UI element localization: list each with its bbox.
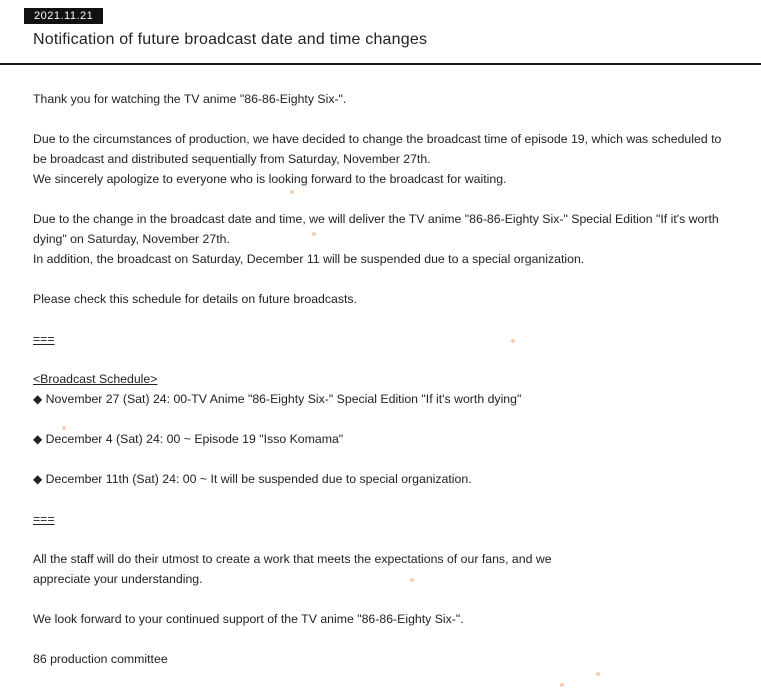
support-paragraph: We look forward to your continued support of the TV anime "86-86-Eighty Six-".	[33, 612, 464, 626]
paragraph-3-line-2: dying" on Saturday, November 27th.	[33, 232, 230, 246]
paragraph-3-line-1: Due to the change in the broadcast date and time, we will deliver the TV anime "86-86-Eighty Six-" Special Edition "If it's worth	[33, 212, 719, 226]
sparkle-decoration	[560, 683, 564, 687]
separator-top: ===	[33, 332, 55, 346]
page-title: Notification of future broadcast date and time changes	[33, 31, 428, 48]
title-divider	[0, 63, 761, 65]
closing-paragraph-line-1: All the staff will do their utmost to create a work that meets the expectations of our fans, and we	[33, 552, 552, 566]
sparkle-decoration	[511, 339, 515, 343]
schedule-item	[33, 469, 753, 489]
intro-paragraph: Thank you for watching the TV anime "86-86-Eighty Six-".	[33, 92, 347, 106]
schedule-item	[33, 429, 753, 449]
schedule-heading: <Broadcast Schedule>	[33, 372, 158, 386]
sparkle-decoration	[312, 232, 316, 236]
closing-paragraph-line-2: appreciate your understanding.	[33, 572, 203, 586]
diamond-bullet-icon: ◆	[33, 392, 43, 406]
schedule-link-paragraph: Please check this schedule for details on future broadcasts.	[33, 292, 358, 306]
diamond-bullet-icon: ◆	[33, 472, 43, 486]
sparkle-decoration	[62, 426, 66, 430]
date-badge: 2021.11.21	[24, 8, 103, 24]
sparkle-decoration	[410, 578, 414, 582]
diamond-bullet-icon: ◆	[33, 432, 43, 446]
schedule-item-text: November 27 (Sat) 24: 00-TV Anime "86-Eighty Six-" Special Edition "If it's worth dying"	[45, 392, 522, 406]
sparkle-decoration	[596, 672, 600, 676]
separator-bottom: ===	[33, 512, 55, 526]
schedule-item-text: December 4 (Sat) 24: 00 ~ Episode 19 "Isso Komama"	[45, 432, 344, 446]
signature: 86 production committee	[33, 652, 168, 666]
schedule-item-text: December 11th (Sat) 24: 00 ~ It will be suspended due to special organization.	[45, 472, 472, 486]
paragraph-2-line-2: be broadcast and distributed sequentially from Saturday, November 27th.	[33, 152, 431, 166]
paragraph-2-line-1: Due to the circumstances of production, we have decided to change the broadcast time of episode 19, which was scheduled to	[33, 132, 722, 146]
schedule-item	[33, 389, 753, 409]
paragraph-3-line-3: In addition, the broadcast on Saturday, December 11 will be suspended due to a special organization.	[33, 252, 585, 266]
article-body	[33, 89, 753, 669]
sparkle-decoration	[290, 190, 294, 194]
paragraph-2-line-3: We sincerely apologize to everyone who is looking forward to the broadcast for waiting.	[33, 172, 507, 186]
